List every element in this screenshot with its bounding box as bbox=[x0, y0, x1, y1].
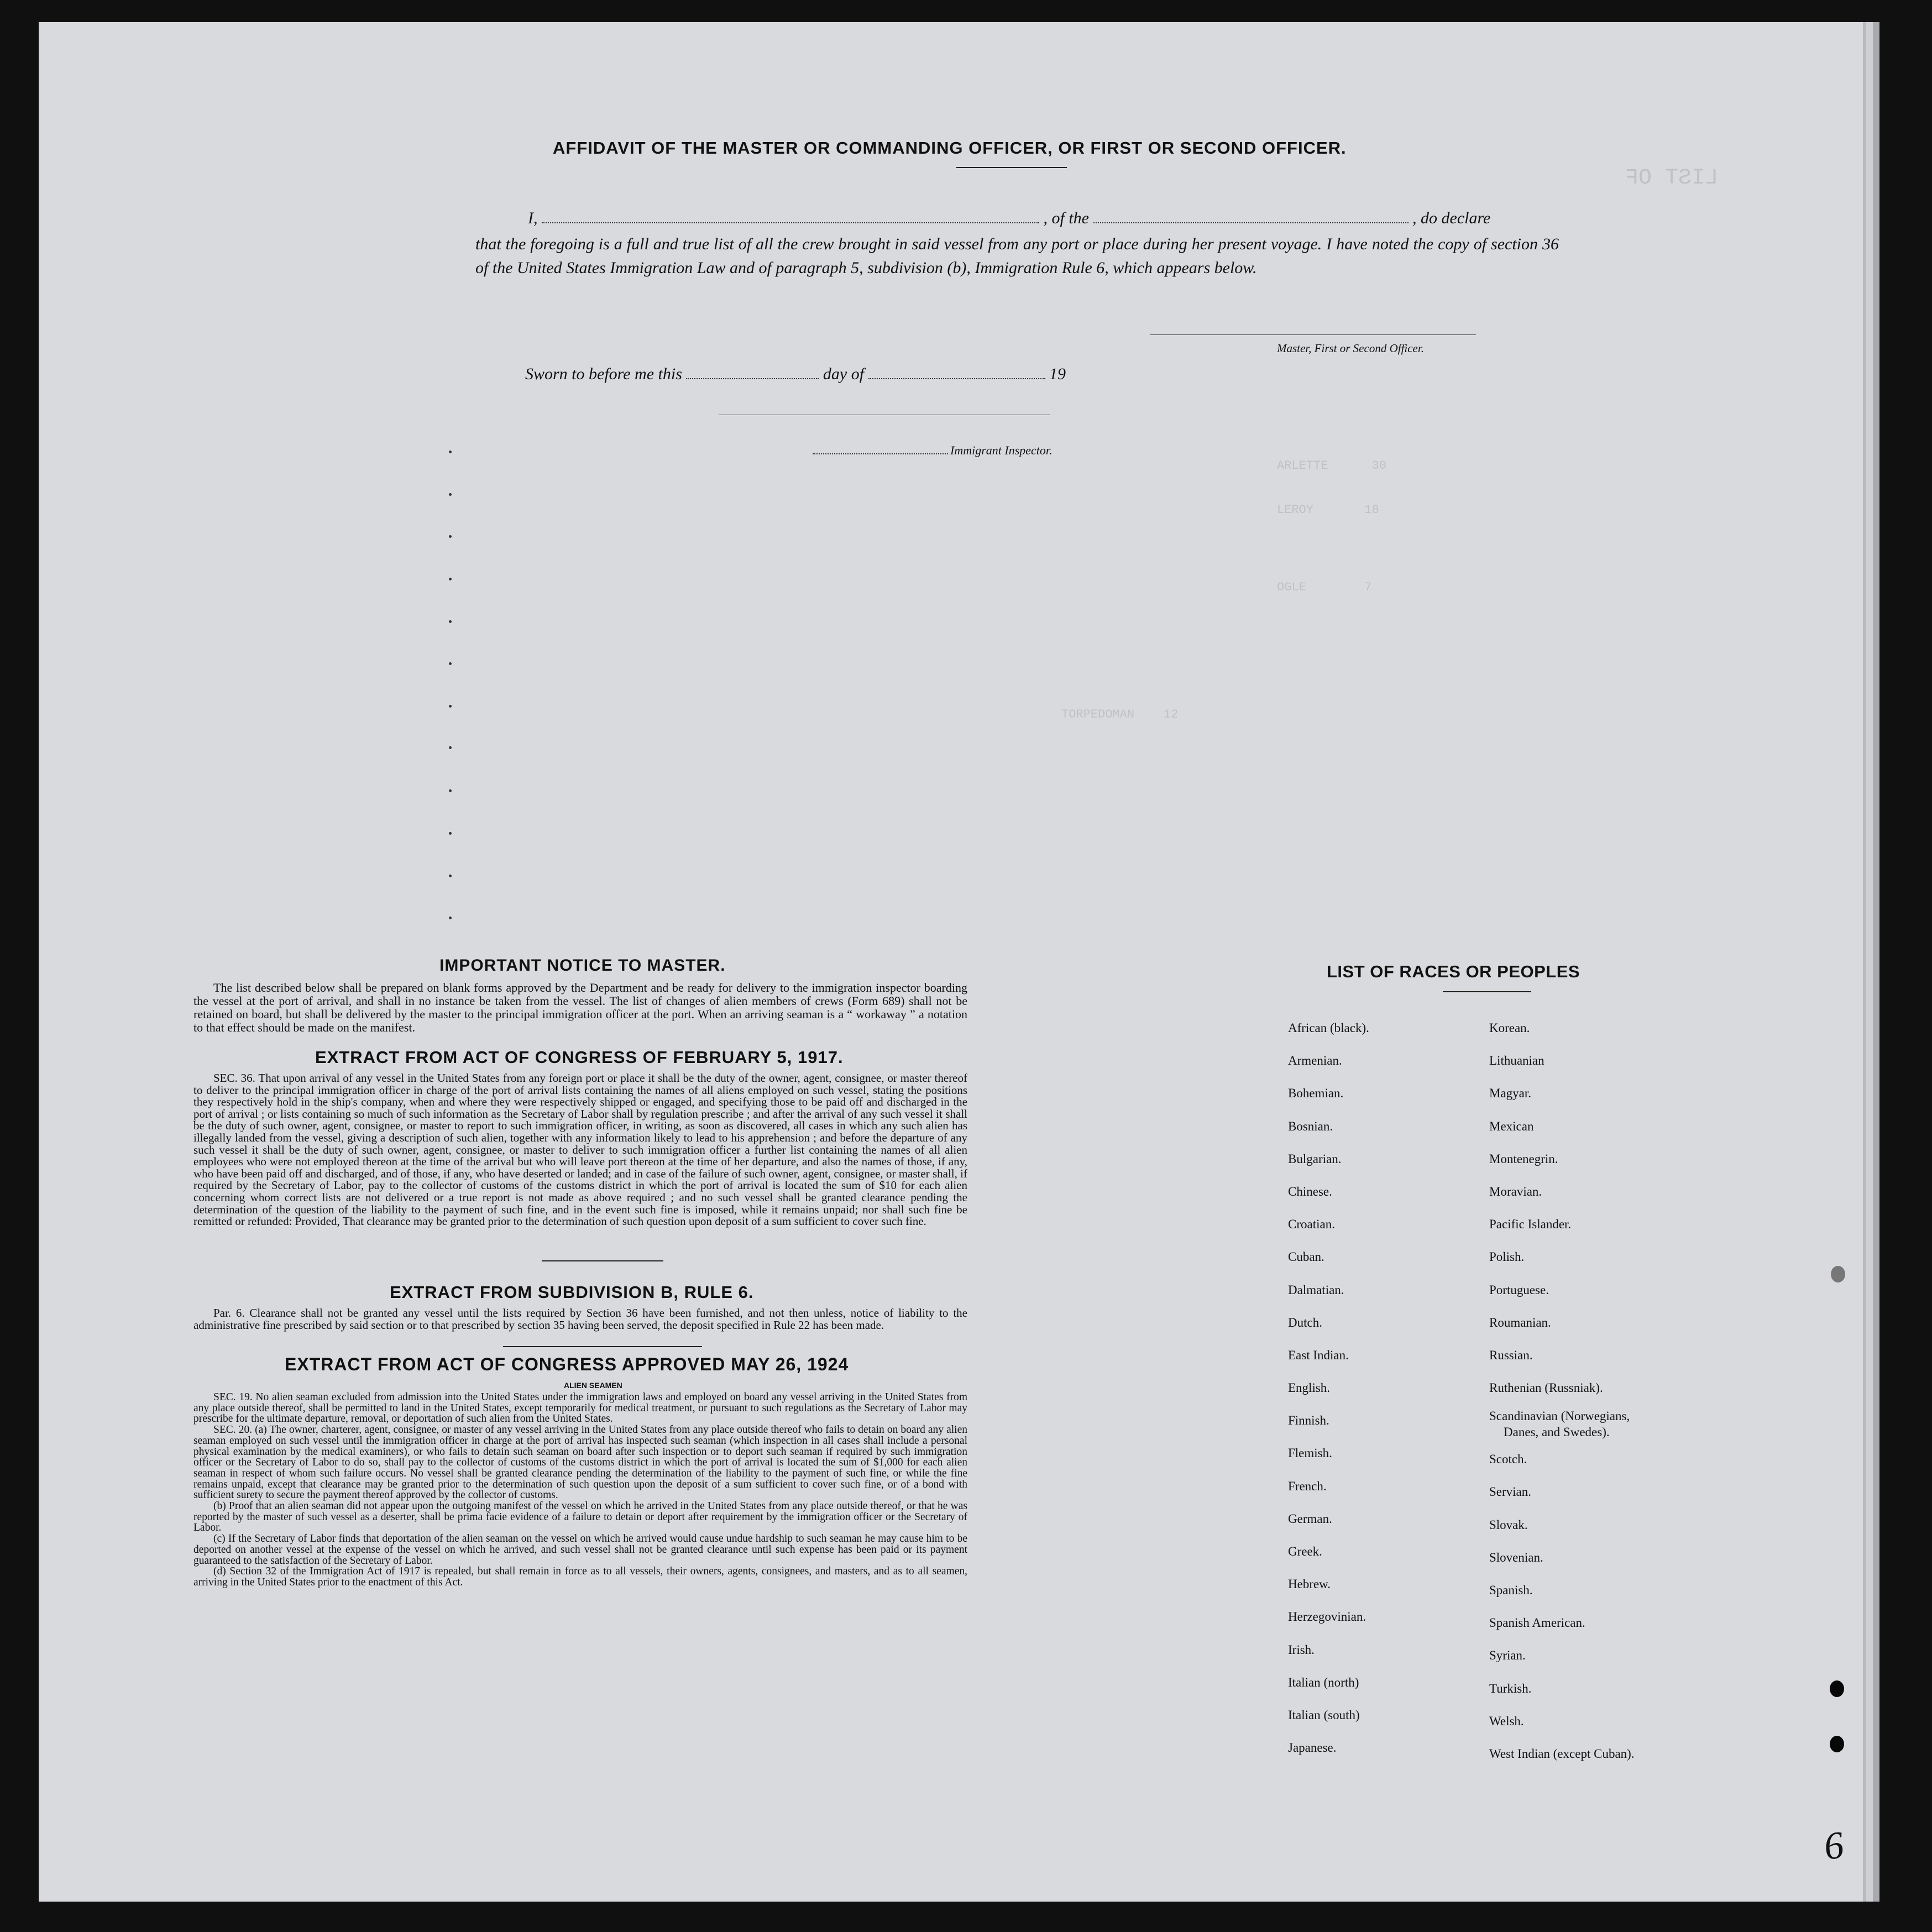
race-item: Turkish. bbox=[1489, 1681, 1532, 1695]
sworn-prefix: Sworn to before me this bbox=[525, 365, 682, 383]
bleed-through-text: LIST OF bbox=[1625, 166, 1719, 191]
vessel-blank[interactable] bbox=[1093, 205, 1409, 223]
bleed-through-text: TORPEDOMAN 12 bbox=[1061, 708, 1179, 721]
handwritten-page-number: 6 bbox=[1821, 1823, 1847, 1869]
race-item: Herzegovinian. bbox=[1288, 1610, 1366, 1624]
affidavit-title: AFFIDAVIT OF THE MASTER OR COMMANDING OFFICER, OR FIRST OR SECOND OFFICER. bbox=[553, 138, 1347, 158]
declaration-body: that the foregoing is a full and true list of all the crew brought in said vessel from any port or place during her present voyage. I have noted the copy of section 36 of the United States Immigration Law and of paragraph 5, subdivision (b), Immigration Rule 6, which appears below. bbox=[475, 235, 1559, 277]
race-item: Scandinavian (Norwegians, bbox=[1489, 1409, 1630, 1423]
race-item: Scotch. bbox=[1489, 1452, 1527, 1467]
race-item: German. bbox=[1288, 1511, 1332, 1526]
declaration-declare: , do declare bbox=[1412, 209, 1491, 227]
signature-line[interactable] bbox=[1150, 334, 1476, 335]
bleed-through-text: LEROY 18 bbox=[1277, 503, 1379, 517]
race-item: Flemish. bbox=[1288, 1446, 1332, 1460]
declaration-i: I, bbox=[528, 209, 538, 227]
races-title: LIST OF RACES OR PEOPLES bbox=[1327, 962, 1580, 981]
declaration-line bbox=[528, 205, 1556, 228]
inspector-line bbox=[813, 442, 1053, 458]
divider bbox=[503, 1346, 702, 1347]
extract-1917-text: SEC. 36. That upon arrival of any vessel in the United States from any foreign port or place it shall be the duty of the owner, agent, consignee, or master thereof to deliver to the principal immigration officer in charge of the port of arrival lists containing the names of all aliens employed on such vessel, stating the positions they respectively hold in the ship's company, when and where they were respectively shipped or engaged, and specifying those to be paid off and discharged in the port of arrival ; or lists containing so much of such information as the Secretary of Labor shall by regulation prescribe ; and after the arrival of any such vessel it shall be the duty of such owner, agent, consignee, or master to report to such immigration officer, in writing, as soon as discovered, all cases in which any such alien has illegally landed from the vessel, giving a description of such alien, together with any information likely to lead to his apprehension ; and before the departure of any such vessel it shall be the duty of such owner, agent, consignee, or master to deliver to such immigration officer a further list containing the names of all alien employees who were not employed thereon at the time of the arrival but who will leave port thereon at the time of her departure, and also the names of those, if any, who have been paid off and discharged, and of those, if any, who have deserted or landed; and in case of the failure of such owner, agent, consignee, or master shall, if required by the Secretary of Labor, pay to the collector of customs of the customs district in which the port of arrival is located the sum of $10 for each alien concerning whom correct lists are not delivered or a true report is not made as above required ; and no such vessel shall be granted clearance pending the determination of the question of the liability to the payment of such fine, and in the event such fine is imposed, while it remains unpaid; nor shall such fine be remitted or refunded: Provided, That clearance may be granted prior to the determination of such question upon deposit of a sum sufficient to cover such fine. bbox=[193, 1071, 967, 1228]
race-item: Bosnian. bbox=[1288, 1119, 1333, 1133]
race-item: Magyar. bbox=[1489, 1086, 1532, 1101]
race-item: Cuban. bbox=[1288, 1250, 1324, 1264]
race-item: French. bbox=[1288, 1479, 1327, 1493]
race-item: Armenian. bbox=[1288, 1054, 1342, 1068]
declaration-of-the: , of the bbox=[1043, 209, 1089, 227]
sworn-year: 19 bbox=[1049, 365, 1066, 383]
race-item: Polish. bbox=[1489, 1250, 1525, 1264]
race-item: Syrian. bbox=[1489, 1648, 1526, 1663]
race-item: Spanish. bbox=[1489, 1583, 1533, 1597]
sworn-day-blank[interactable] bbox=[686, 360, 819, 379]
race-item: English. bbox=[1288, 1381, 1331, 1395]
sworn-month-blank[interactable] bbox=[868, 360, 1045, 379]
notice-title: IMPORTANT NOTICE TO MASTER. bbox=[439, 956, 726, 975]
race-item: Dutch. bbox=[1288, 1315, 1322, 1329]
race-item: Italian (north) bbox=[1288, 1675, 1359, 1689]
race-item: Russian. bbox=[1489, 1348, 1533, 1362]
inspector-blank[interactable] bbox=[813, 442, 948, 454]
race-item: Lithuanian bbox=[1489, 1054, 1544, 1068]
race-item: Slovak. bbox=[1489, 1517, 1528, 1532]
inspector-label: Immigrant Inspector. bbox=[950, 443, 1053, 457]
signature-label: Master, First or Second Officer. bbox=[1277, 342, 1424, 355]
bleed-through-text: ARLETTE 30 bbox=[1277, 459, 1387, 473]
extract-rule6-title: EXTRACT FROM SUBDIVISION B, RULE 6. bbox=[390, 1282, 754, 1302]
race-item: Slovenian. bbox=[1489, 1550, 1543, 1564]
extract-1924-text: SEC. 19. No alien seaman excluded from admission into the United States under the immigration laws and employed on board any vessel arriving in the United States from any place outside thereof, shall be permitted to land in the United States, except temporarily for medical treatment, or pursuant to such regulations as the Secretary of Labor may prescribe for the ultimate departure, removal, or deportation of such alien from the United States. SEC. 20. (a) The owner, charterer, agent, consignee, or master of any vessel arriving in the United States from any place outside thereof who fails to detain on board any alien seaman employed on such vessel until the immigration officer in charge at the port of arrival has inspected such seaman (which inspection in all cases shall include a personal physical examination by the medical examiners), or who fails to detain such seaman on board after such inspection or to deport such seaman if required by such immigration officer or the Secretary of Labor to do so, shall pay to the collector of customs of the customs district in which the port of arrival is located the sum of $1,000 for each alien seaman in respect of whom such failure occurs. No vessel shall be granted clearance pending the determination of the liability to the payment of such fine, or while the fine remains unpaid, except that clearance may be granted prior to the determination of such question upon the deposit of a sum sufficient to cover such fine, or of a bond with sufficient surety to secure the payment thereof approved by the collector of customs. (b) Proof that an alien seaman did not appear upon the outgoing manifest of the vessel on which he arrived in the United States from any place outside thereof, or that he was reported by the master of such vessel as a deserter, shall be prima facie evidence of a failure to detain or deport after requirement by the immigration officer or the Secretary of Labor. (c) If the Secretary of Labor finds that deportation of the alien seaman on the vessel on which he arrived would cause undue hardship to such seaman he may cause him to be deported on another vessel at the expense of the vessel on which he arrived, and such vessel shall not be granted clearance until such expense has been paid or its payment guaranteed to the satisfaction of the Secretary of Labor. (d) Section 32 of the Immigration Act of 1917 is repealed, but shall remain in force as to all vessels, their owners, agents, consignees, and masters, and as to all seamen, arriving in the United States prior to the enactment of this Act. bbox=[193, 1391, 967, 1588]
name-blank[interactable] bbox=[542, 205, 1039, 223]
race-item: Mexican bbox=[1489, 1119, 1534, 1133]
document-page bbox=[39, 22, 1863, 1902]
divider bbox=[542, 1260, 663, 1261]
race-item: Ruthenian (Russniak). bbox=[1489, 1381, 1603, 1395]
race-item: Moravian. bbox=[1489, 1184, 1542, 1198]
divider bbox=[1443, 991, 1531, 992]
race-item: Japanese. bbox=[1288, 1741, 1337, 1755]
race-item: East Indian. bbox=[1288, 1348, 1349, 1362]
divider bbox=[956, 167, 1067, 168]
notice-text: The list described below shall be prepared on blank forms approved by the Department and be ready for delivery to the immigration inspector boarding the vessel at the port of arrival, and shall in no instance be taken from the vessel. The list of changes of alien members of crews (Form 689) shall not be retained on board, but shall be delivered by the master to the principal immigration officer at the port. When an arriving seaman is a “ workaway ” a notation to that effect should be made on the manifest. bbox=[193, 981, 967, 1034]
race-item: Roumanian. bbox=[1489, 1315, 1551, 1329]
race-item: Servian. bbox=[1489, 1485, 1532, 1499]
race-item: Portuguese. bbox=[1489, 1282, 1549, 1297]
races-left-column bbox=[1288, 1012, 1369, 1764]
race-item: Finnish. bbox=[1288, 1413, 1329, 1428]
binder-hole bbox=[1830, 1736, 1844, 1752]
binder-hole bbox=[1830, 1680, 1844, 1697]
race-item: Italian (south) bbox=[1288, 1708, 1360, 1722]
race-item: Korean. bbox=[1489, 1021, 1530, 1035]
race-item: Bulgarian. bbox=[1288, 1151, 1342, 1166]
race-item: Montenegrin. bbox=[1489, 1151, 1558, 1166]
extract-rule6-text: Par. 6. Clearance shall not be granted any vessel until the lists required by Section 36 have been furnished, and not then unless, notice of liability to the administrative fine prescribed by said section or to that prescribed by section 35 having been served, the deposit specified in Rule 22 has been made. bbox=[193, 1306, 967, 1332]
races-right-column bbox=[1489, 1012, 1635, 1770]
race-item: Irish. bbox=[1288, 1642, 1315, 1657]
extract-1924-title: EXTRACT FROM ACT OF CONGRESS APPROVED MAY 26, 1924 bbox=[285, 1354, 849, 1374]
race-item: Croatian. bbox=[1288, 1217, 1335, 1232]
race-item: Pacific Islander. bbox=[1489, 1217, 1572, 1232]
sworn-line bbox=[525, 360, 1066, 384]
race-item: Chinese. bbox=[1288, 1184, 1332, 1198]
bleed-through-text: OGLE 7 bbox=[1277, 580, 1372, 594]
extract-1924-subtitle: ALIEN SEAMEN bbox=[564, 1381, 622, 1390]
race-item: Welsh. bbox=[1489, 1714, 1524, 1728]
race-item: Greek. bbox=[1288, 1544, 1322, 1558]
race-item: African (black). bbox=[1288, 1021, 1369, 1035]
race-item: Dalmatian. bbox=[1288, 1282, 1344, 1297]
race-item: West Indian (except Cuban). bbox=[1489, 1746, 1635, 1761]
extract-1917-title: EXTRACT FROM ACT OF CONGRESS OF FEBRUARY 5, 1917. bbox=[315, 1048, 844, 1067]
race-item: Danes, and Swedes). bbox=[1504, 1425, 1610, 1439]
sworn-day-of: day of bbox=[823, 365, 865, 383]
race-item: Hebrew. bbox=[1288, 1577, 1331, 1591]
binder-hole bbox=[1831, 1266, 1845, 1282]
race-item: Bohemian. bbox=[1288, 1086, 1344, 1101]
race-item: Spanish American. bbox=[1489, 1616, 1585, 1630]
